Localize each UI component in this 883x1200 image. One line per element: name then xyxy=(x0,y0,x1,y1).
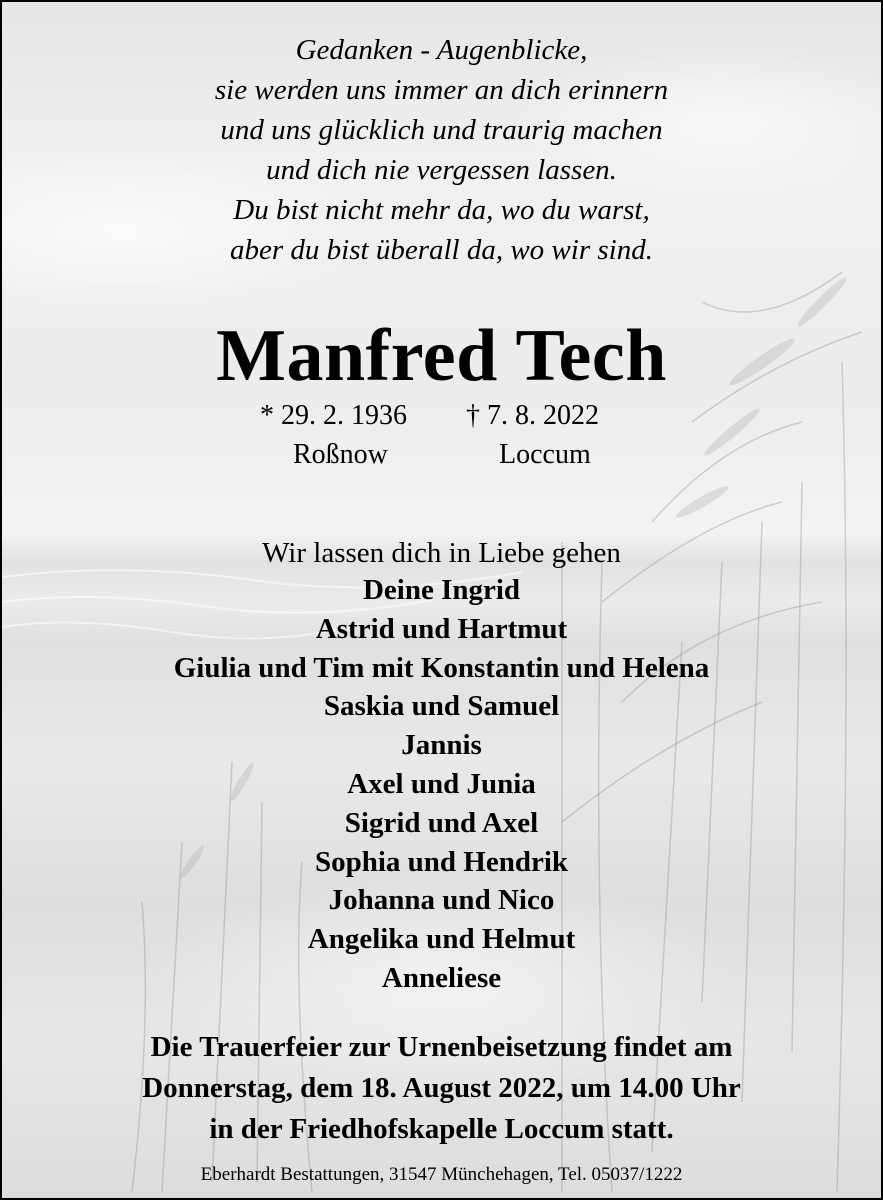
mourner-name: Sigrid und Axel xyxy=(344,806,539,839)
service-line: Donnerstag, dem 18. August 2022, um 14.00 Uhr xyxy=(142,1072,741,1104)
death-date: † 7. 8. 2022 xyxy=(466,400,599,431)
mourner-name: Angelika und Helmut xyxy=(307,923,576,956)
mourner-name: Deine Ingrid xyxy=(362,574,521,606)
service-line: in der Friedhofskapelle Loccum statt. xyxy=(209,1113,674,1145)
birth-date: * 29. 2. 1936 xyxy=(260,400,407,431)
birth-place: Roßnow xyxy=(293,439,388,470)
poem-line: Du bist nicht mehr da, wo du warst, xyxy=(233,194,650,226)
life-places xyxy=(2,436,881,474)
mourner-name: Johanna und Nico xyxy=(328,884,555,917)
poem-line: und uns glücklich und traurig machen xyxy=(220,114,663,146)
undertaker-contact: Eberhardt Bestattungen, 31547 Münchehagen, Tel. 05037/1222 xyxy=(200,1164,683,1185)
life-dates xyxy=(2,397,881,435)
poem-line: sie werden uns immer an dich erinnern xyxy=(214,74,669,106)
funeral-service-announcement xyxy=(2,1027,881,1150)
mourners-list xyxy=(2,571,881,998)
poem-line: aber du bist überall da, wo wir sind. xyxy=(230,234,653,266)
memorial-poem xyxy=(2,30,881,270)
farewell-line: Wir lassen dich in Liebe gehen xyxy=(262,537,621,569)
service-line: Die Trauerfeier zur Urnenbeisetzung findet am xyxy=(150,1031,733,1063)
mourner-name: Anneliese xyxy=(381,961,502,994)
mourner-name: Giulia und Tim mit Konstantin und Helena xyxy=(173,651,710,684)
death-place: Loccum xyxy=(499,439,591,470)
mourner-name: Saskia und Samuel xyxy=(323,690,560,723)
poem-line: Gedanken - Augenblicke, xyxy=(295,34,588,66)
mourner-name: Sophia und Hendrik xyxy=(314,845,569,878)
deceased-name: Manfred Tech xyxy=(216,315,667,397)
mourner-name: Axel und Junia xyxy=(347,767,536,800)
mourner-name: Jannis xyxy=(401,729,482,762)
poem-line: und dich nie vergessen lassen. xyxy=(266,154,617,186)
mourner-name: Astrid und Hartmut xyxy=(315,612,568,645)
